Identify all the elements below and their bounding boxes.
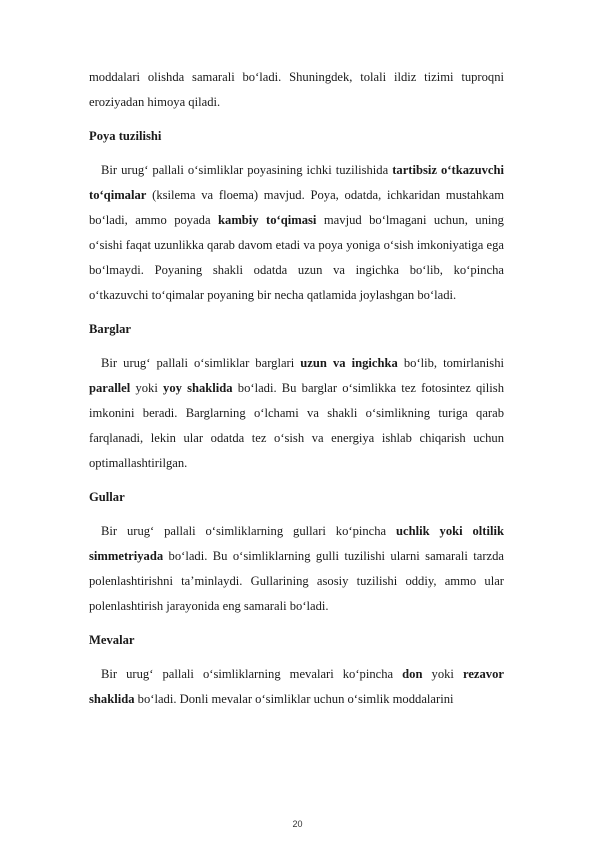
stem-text-1: Bir urug‘ pallali o‘simliklar poyasining ichki tuzilishida: [101, 163, 393, 177]
leaves-bold-2: parallel: [89, 381, 131, 395]
flowers-bold-1: uchlik yoki oltilik simmetriyada: [89, 524, 505, 563]
intro-paragraph: [89, 65, 504, 115]
page-number: 20: [292, 819, 303, 829]
flowers-text-1: Bir urug‘ pallali o‘simliklarning gullari ko‘pincha: [101, 524, 397, 538]
document-page: [89, 65, 504, 712]
fruits-text-3: bo‘ladi. Donli mevalar o‘simliklar uchun o‘simlik moddalarini: [134, 692, 454, 706]
leaves-text-1: Bir urug‘ pallali o‘simliklar barglari: [101, 356, 301, 370]
stem-bold-1: tartibsiz o‘tkazuvchi to‘qimalar: [89, 163, 504, 202]
flowers-paragraph: [89, 519, 504, 619]
flowers-text-2: bo‘ladi. Bu o‘simliklarning gulli tuzilishi ularni samarali tarzda polenlashtirishni ta’minlaydi. Gullarining asosiy tuzilishi oddiy, ammo ular polenlashtirish jarayonida eng samarali bo‘ladi.: [89, 549, 504, 613]
leaves-text-4: bo‘ladi. Bu barglar o‘simlikka tez fotosintez qilish imkonini beradi. Barglarning o‘lchami va shakli o‘simlikning turiga qarab farqlanadi, lekin ular odatda tez o‘sish va energiya ishlab chiqarish uchun optimallashtirilgan.: [89, 381, 504, 470]
leaves-bold-1: uzun va ingichka: [300, 356, 398, 370]
fruits-text-1: Bir urug‘ pallali o‘simliklarning mevalari ko‘pincha: [101, 667, 403, 681]
intro-text: moddalari olishda samarali bo‘ladi. Shuningdek, tolali ildiz tizimi tuproqni eroziyadan himoya qiladi.: [89, 70, 504, 109]
leaves-bold-3: yoy shaklida: [163, 381, 233, 395]
flowers-heading: Gullar: [89, 490, 125, 504]
stem-bold-2: kambiy to‘qimasi: [218, 213, 317, 227]
stem-text-3: mavjud bo‘lmagani uchun, uning o‘sishi faqat uzunlikka qarab davom etadi va poya yoniga o‘sish imkoniyatiga ega bo‘lmaydi. Poyaning shakli odatda uzun va ingichka bo‘lib, ko‘pincha o‘tkazuvchi to‘qimalar poyaning bir necha qatlamida joylashgan bo‘ladi.: [89, 213, 504, 302]
stem-heading: Poya tuzilishi: [89, 129, 162, 143]
fruits-heading: Mevalar: [89, 633, 135, 647]
leaves-heading: Barglar: [89, 322, 131, 336]
fruits-bold-1: don: [402, 667, 423, 681]
fruits-paragraph: [89, 662, 504, 712]
fruits-text-2: yoki: [422, 667, 463, 681]
leaves-text-2: bo‘lib, tomirlanishi: [397, 356, 504, 370]
fruits-bold-2: rezavor shaklida: [89, 667, 504, 706]
stem-text-2: (ksilema va floema) mavjud. Poya, odatda, ichkaridan mustahkam bo‘ladi, ammo poyada: [89, 188, 504, 227]
leaves-paragraph: [89, 351, 504, 476]
stem-paragraph: [89, 158, 504, 308]
leaves-text-3: yoki: [130, 381, 164, 395]
